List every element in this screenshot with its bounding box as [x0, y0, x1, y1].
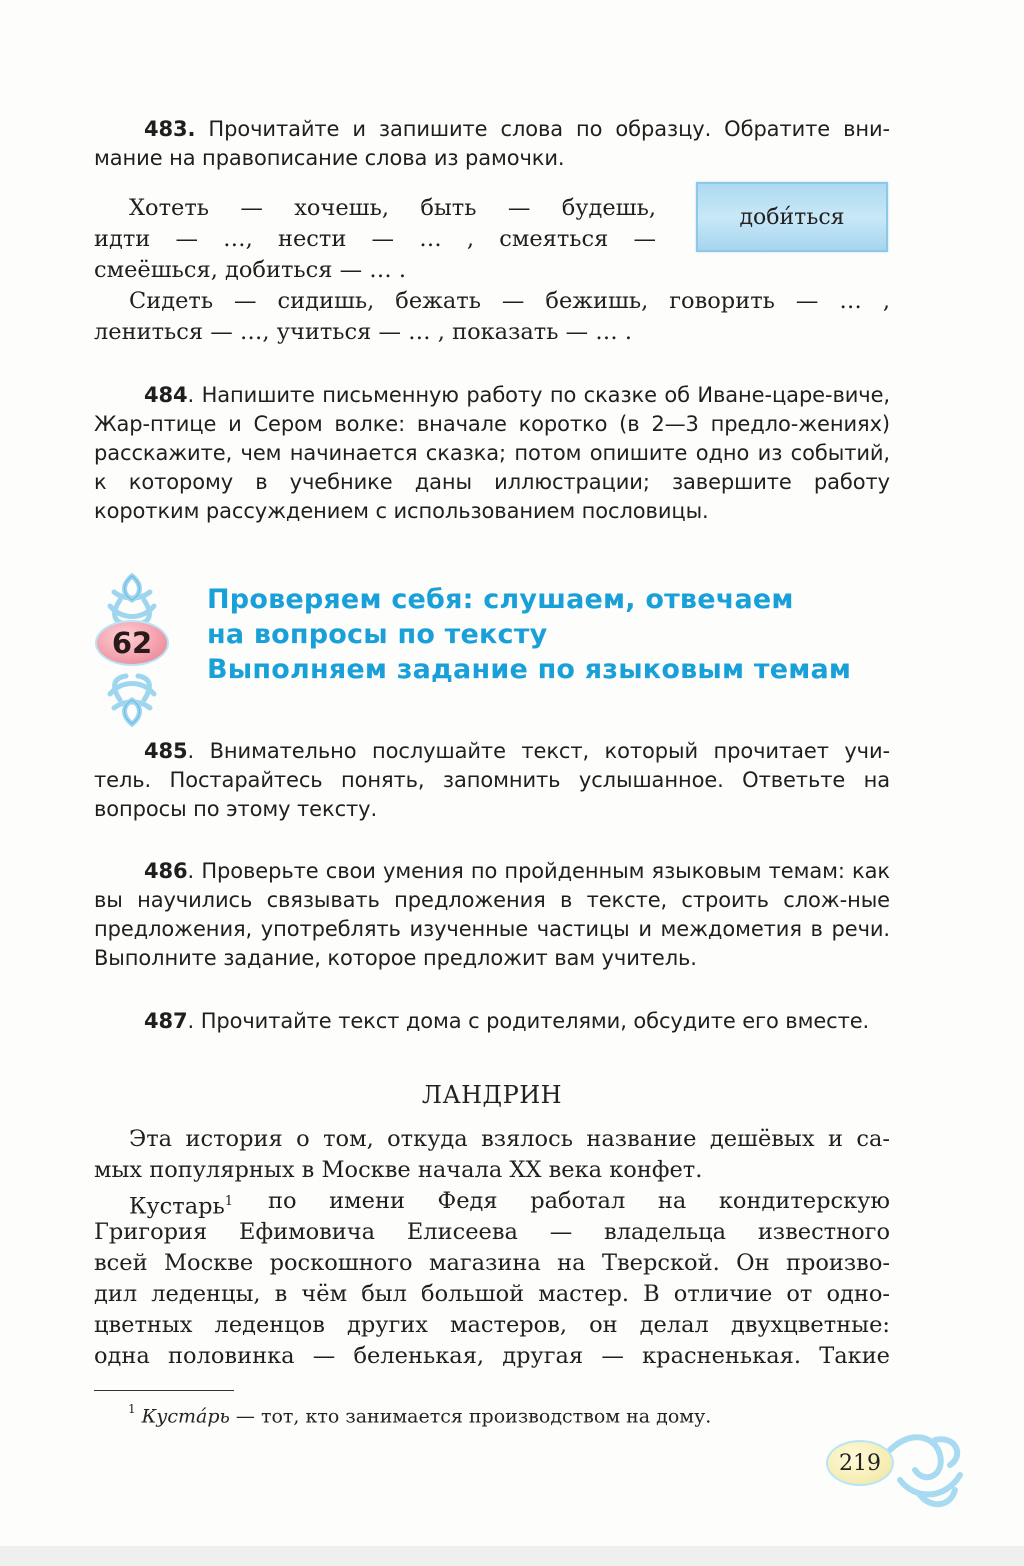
story-line-1: Эта история о том, откуда взялось название дешёвых и са-: [129, 1126, 890, 1152]
exercise-483: [94, 115, 890, 173]
footnote-marker: 1: [128, 1402, 136, 1416]
exercise-number: 484: [144, 383, 188, 407]
example-line-5: лениться — …, учиться — … , показать — … .: [94, 319, 633, 345]
exercise-485: [94, 737, 890, 824]
example-line-3: смеёшься, добиться — … .: [94, 257, 407, 283]
story-line-3b: по имени Федя работал на кондитерскую: [268, 1188, 890, 1214]
footnote: [128, 1404, 711, 1427]
spelling-callout-box: доби́ться: [696, 182, 888, 252]
exercise-text: . Напишите письменную работу по сказке об Иване-царе-виче, Жар-птице и Сером волке: вначале коротко (в 2—3 предло-жениях) расскажите, чем начинается сказка; потом опишите одно из событий, к которому в учебнике даны иллюстрации; завершите работу коротким рассуждением с использованием пословицы.: [94, 383, 890, 523]
footnote-divider: [94, 1390, 234, 1391]
example-line-2: идти — …, нести — … , смеяться —: [94, 226, 656, 252]
story-word-kustar: Кустарь: [129, 1193, 225, 1220]
footnote-definition: — тот, кто занимается производством на дому.: [229, 1405, 712, 1428]
story-line-4: Григория Ефимовича Елисеева — владельца известного: [94, 1219, 890, 1245]
exercise-487: [94, 1007, 890, 1036]
lesson-number-badge: 62: [95, 620, 169, 666]
footnote-term: Куста́рь: [141, 1405, 230, 1428]
exercise-text: Прочитайте и запишите слова по образцу. Обратите вни-мание на правописание слова из рамочки.: [94, 117, 890, 170]
section-title-line-3: Выполняем задание по языковым темам: [207, 654, 852, 685]
exercise-number: 483.: [144, 117, 196, 141]
exercise-text: . Прочитайте текст дома с родителями, обсудите его вместе.: [187, 1009, 870, 1033]
exercise-484: [94, 381, 890, 526]
story-title: ЛАНДРИН: [421, 1081, 563, 1109]
page-bottom-edge: [0, 1546, 1024, 1566]
exercise-text: . Проверьте свои умения по пройденным языковым темам: как вы научились связывать предложения в тексте, строить слож-ные предложения, употреблять изученные частицы и междометия в речи. Выполните задание, которое предложит вам учитель.: [94, 859, 890, 970]
exercise-text: . Внимательно послушайте текст, который прочитает учи-тель. Постарайтесь понять, запомнить услышанное. Ответьте на вопросы по этому тексту.: [94, 739, 890, 821]
section-title: [207, 582, 907, 687]
example-line-4: Сидеть — сидишь, бежать — бежишь, говорить — … ,: [129, 288, 890, 314]
exercise-number: 487: [144, 1009, 188, 1033]
story-line-8: одна половинка — беленькая, другая — красненькая. Такие: [94, 1343, 890, 1369]
story-line-6: дил леденцы, в чём был большой мастер. В отличие от одно-: [94, 1281, 890, 1307]
page-number: 219: [826, 1440, 894, 1486]
exercise-number: 486: [144, 859, 188, 883]
section-title-line-2: на вопросы по тексту: [207, 619, 548, 650]
exercise-number: 485: [144, 739, 188, 763]
footnote-reference[interactable]: 1: [224, 1194, 234, 1209]
section-title-line-1: Проверяем себя: слушаем, отвечаем: [207, 584, 794, 615]
exercise-486: [94, 857, 890, 973]
story-line-5: всей Москве роскошного магазина на Тверской. Он произво-: [94, 1250, 890, 1276]
story-line-2: мых популярных в Москве начала XX века конфет.: [94, 1157, 703, 1183]
example-line-1: Хотеть — хочешь, быть — будешь,: [129, 195, 656, 221]
story-line-7: цветных леденцов других мастеров, он делал двухцветные:: [94, 1312, 890, 1338]
